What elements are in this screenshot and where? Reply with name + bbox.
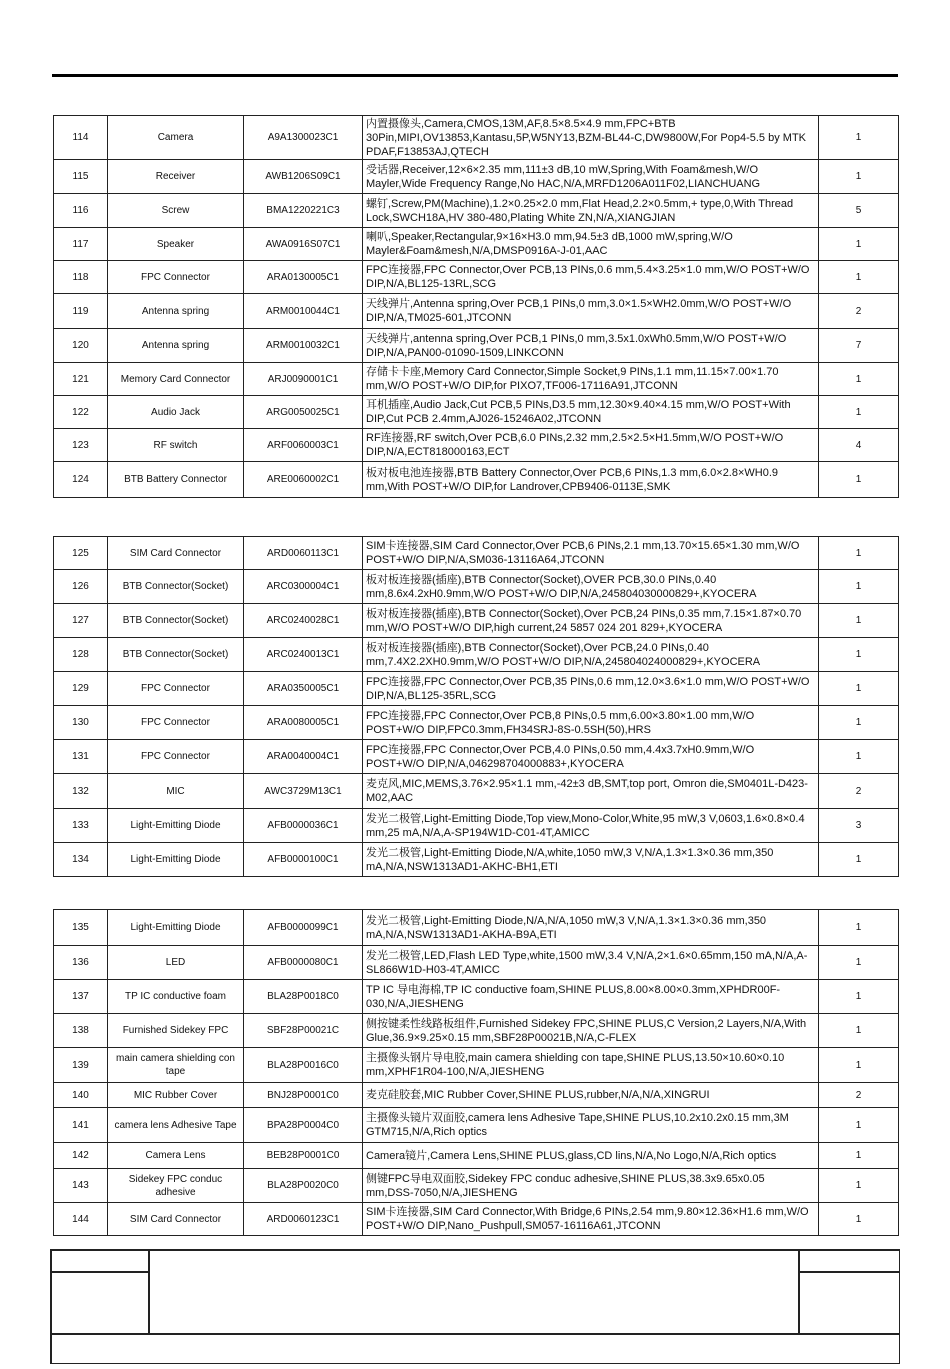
part-name: Screw <box>108 194 244 228</box>
part-name: main camera shielding con tape <box>108 1048 244 1083</box>
title-block-cell <box>799 1250 900 1272</box>
quantity: 2 <box>819 774 899 809</box>
table-row <box>54 194 899 228</box>
part-name: Receiver <box>108 160 244 194</box>
item-number: 124 <box>54 462 108 498</box>
part-number: BNJ28P0001C0 <box>244 1083 363 1108</box>
bom-table-section-3 <box>53 909 899 1236</box>
part-description: 板对板连接器(插座),BTB Connector(Socket),OVER PCB,30.0 PINs,0.40 mm,8.6x4.2xH0.9mm,W/O POST+W/O DIP,N/A,245804030000829+,KYOCERA <box>363 570 819 604</box>
part-number: BMA1220221C3 <box>244 194 363 228</box>
table-row <box>54 294 899 329</box>
bom-table-section-2 <box>53 536 899 877</box>
part-number: ARC0300004C1 <box>244 570 363 604</box>
part-description: FPC连接器,FPC Connector,Over PCB,13 PINs,0.6 mm,5.4×3.25×1.0 mm,W/O POST+W/O DIP,N/A,BL125-13RL,SCG <box>363 261 819 294</box>
part-number: AFB0000080C1 <box>244 946 363 980</box>
table-row <box>54 396 899 429</box>
part-number: A9A1300023C1 <box>244 116 363 160</box>
quantity: 1 <box>819 604 899 638</box>
item-number: 134 <box>54 843 108 877</box>
part-name: FPC Connector <box>108 740 244 774</box>
part-name: BTB Battery Connector <box>108 462 244 498</box>
table-row <box>54 363 899 396</box>
part-name: SIM Card Connector <box>108 537 244 570</box>
table-row <box>54 740 899 774</box>
table-row <box>54 604 899 638</box>
part-number: AFB0000100C1 <box>244 843 363 877</box>
item-number: 126 <box>54 570 108 604</box>
quantity: 2 <box>819 1083 899 1108</box>
item-number: 142 <box>54 1143 108 1169</box>
table-row <box>54 1143 899 1169</box>
part-description: 喇叭,Speaker,Rectangular,9×16×H3.0 mm,94.5±3 dB,1000 mW,spring,W/O Mayler&Foam&mesh,N/A,DMSP0916A-J-01,AAC <box>363 228 819 261</box>
table-row <box>54 946 899 980</box>
quantity: 1 <box>819 537 899 570</box>
part-number: ARA0040004C1 <box>244 740 363 774</box>
quantity: 1 <box>819 638 899 672</box>
table-row <box>54 774 899 809</box>
table-row <box>54 843 899 877</box>
part-name: TP IC conductive foam <box>108 980 244 1014</box>
item-number: 136 <box>54 946 108 980</box>
item-number: 143 <box>54 1169 108 1203</box>
table-row <box>54 1014 899 1048</box>
part-number: AFB0000099C1 <box>244 910 363 946</box>
item-number: 114 <box>54 116 108 160</box>
part-description: 板对板连接器(插座),BTB Connector(Socket),Over PCB,24 PINs,0.35 mm,7.15×1.87×0.70 mm,W/O POST+W/O DIP,high current,24 5857 024 201 829+,KYOCERA <box>363 604 819 638</box>
part-description: 主摄像头镜片双面胶,camera lens Adhesive Tape,SHINE PLUS,10.2x10.2x0.15 mm,3M GTM715,N/A,Rich optics <box>363 1108 819 1143</box>
part-description: FPC连接器,FPC Connector,Over PCB,4.0 PINs,0.50 mm,4.4x3.7xH0.9mm,W/O POST+W/O DIP,N/A,046298704000883+,KYOCERA <box>363 740 819 774</box>
part-name: Furnished Sidekey FPC <box>108 1014 244 1048</box>
item-number: 125 <box>54 537 108 570</box>
item-number: 122 <box>54 396 108 429</box>
table-row <box>54 1048 899 1083</box>
quantity: 1 <box>819 1169 899 1203</box>
part-description: Camera镜片,Camera Lens,SHINE PLUS,glass,CD lins,N/A,No Logo,N/A,Rich optics <box>363 1143 819 1169</box>
item-number: 135 <box>54 910 108 946</box>
item-number: 137 <box>54 980 108 1014</box>
quantity: 1 <box>819 1014 899 1048</box>
part-name: Camera Lens <box>108 1143 244 1169</box>
part-description: 天线弹片,Antenna spring,Over PCB,1 PINs,0 mm,3.0×1.5×WH2.0mm,W/O POST+W/O DIP,N/A,TM025-601,JTCONN <box>363 294 819 329</box>
part-number: ARM0010032C1 <box>244 329 363 363</box>
part-description: 板对板电池连接器,BTB Battery Connector,Over PCB,6 PINs,1.3 mm,6.0×2.8×WH0.9 mm,With POST+W/O DIP,for Landrover,CPB9406-0113E,SMK <box>363 462 819 498</box>
table-row <box>54 1108 899 1143</box>
table-row <box>54 570 899 604</box>
title-block-cell <box>51 1272 149 1334</box>
table-row <box>54 706 899 740</box>
part-description: 受话器,Receiver,12×6×2.35 mm,111±3 dB,10 mW,Spring,With Foam&mesh,W/O Mayler,Wide Frequency Range,No HAC,N/A,MRFD1206A011F02,LIANCHUANG <box>363 160 819 194</box>
part-number: ARE0060002C1 <box>244 462 363 498</box>
part-description: FPC连接器,FPC Connector,Over PCB,8 PINs,0.5 mm,6.00×3.80×1.00 mm,W/O POST+W/O DIP,FPC0.3mm,FH34SRJ-8S-0.5SH(50),HRS <box>363 706 819 740</box>
item-number: 121 <box>54 363 108 396</box>
quantity: 1 <box>819 396 899 429</box>
table-row <box>54 1203 899 1236</box>
part-number: ARD0060123C1 <box>244 1203 363 1236</box>
item-number: 132 <box>54 774 108 809</box>
part-name: FPC Connector <box>108 261 244 294</box>
table-row <box>54 638 899 672</box>
table-row <box>54 672 899 706</box>
part-name: FPC Connector <box>108 672 244 706</box>
part-number: ARC0240013C1 <box>244 638 363 672</box>
part-description: 侧按键柔性线路板组件,Furnished Sidekey FPC,SHINE PLUS,C Version,2 Layers,N/A,With Glue,36.9×9.25×0.15 mm,SBF28P00021B,N/A,C-FLEX <box>363 1014 819 1048</box>
item-number: 144 <box>54 1203 108 1236</box>
part-description: 存储卡卡座,Memory Card Connector,Simple Socket,9 PINs,1.1 mm,11.15×7.00×1.70 mm,W/O POST+W/O DIP,for PIXO7,TF006-17116A91,JTCONN <box>363 363 819 396</box>
table-row <box>54 261 899 294</box>
part-number: ARA0080005C1 <box>244 706 363 740</box>
part-description: 内置摄像头,Camera,CMOS,13M,AF,8.5×8.5×4.9 mm,FPC+BTB 30Pin,MIPI,OV13853,Kantasu,5P,W5NY13,BZM-BL44-C,DW9800W,For Pop4-5.5 by MTK PDAF,F13853AJ,QTECH <box>363 116 819 160</box>
quantity: 1 <box>819 1048 899 1083</box>
quantity: 1 <box>819 1108 899 1143</box>
part-number: ARJ0090001C1 <box>244 363 363 396</box>
part-description: 螺钉,Screw,PM(Machine),1.2×0.25×2.0 mm,Flat Head,2.2×0.5mm,+ type,0,With Thread Lock,SWCH18A,HV 380-480,Plating White ZN,N/A,XIANGJIAN <box>363 194 819 228</box>
item-number: 129 <box>54 672 108 706</box>
part-description: 天线弹片,antenna spring,Over PCB,1 PINs,0 mm,3.5x1.0xWh0.5mm,W/O POST+W/O DIP,N/A,PAN00-01090-1509,LINKCONN <box>363 329 819 363</box>
part-description: SIM卡连接器,SIM Card Connector,With Bridge,6 PINs,2.54 mm,9.80×12.36×H1.6 mm,W/O POST+W/O DIP,Nano_Pushpull,SM057-16116A61,JTCONN <box>363 1203 819 1236</box>
part-name: camera lens Adhesive Tape <box>108 1108 244 1143</box>
part-name: BTB Connector(Socket) <box>108 604 244 638</box>
item-number: 130 <box>54 706 108 740</box>
part-number: ARD0060113C1 <box>244 537 363 570</box>
part-description: 侧键FPC导电双面胶,Sidekey FPC conduc adhesive,SHINE PLUS,38.3x9.65x0.05 mm,DSS-7050,N/A,JIESHENG <box>363 1169 819 1203</box>
quantity: 5 <box>819 194 899 228</box>
table-row <box>54 462 899 498</box>
item-number: 138 <box>54 1014 108 1048</box>
table-row <box>54 980 899 1014</box>
quantity: 1 <box>819 946 899 980</box>
quantity: 1 <box>819 462 899 498</box>
part-number: ARF0060003C1 <box>244 429 363 462</box>
table-row <box>54 809 899 843</box>
table-row <box>54 160 899 194</box>
quantity: 1 <box>819 843 899 877</box>
quantity: 1 <box>819 740 899 774</box>
table-row <box>54 1169 899 1203</box>
table-row <box>54 429 899 462</box>
part-number: AWA0916S07C1 <box>244 228 363 261</box>
part-description: 发光二极管,Light-Emitting Diode,Top view,Mono-Color,White,95 mW,3 V,0603,1.6×0.8×0.4 mm,25 mA,N/A,A-SP194W1D-C01-4T,AMICC <box>363 809 819 843</box>
table-row <box>54 910 899 946</box>
quantity: 4 <box>819 429 899 462</box>
bom-table-section-1 <box>53 115 899 498</box>
table-row <box>54 1083 899 1108</box>
part-name: Camera <box>108 116 244 160</box>
part-number: ARG0050025C1 <box>244 396 363 429</box>
part-name: Light-Emitting Diode <box>108 809 244 843</box>
part-description: TP IC 导电海棉,TP IC conductive foam,SHINE PLUS,8.00×8.00×0.3mm,XPHDR00F-030,N/A,JIESHENG <box>363 980 819 1014</box>
quantity: 1 <box>819 1203 899 1236</box>
item-number: 118 <box>54 261 108 294</box>
item-number: 128 <box>54 638 108 672</box>
part-number: BPA28P0004C0 <box>244 1108 363 1143</box>
part-name: Antenna spring <box>108 329 244 363</box>
part-number: BEB28P0001C0 <box>244 1143 363 1169</box>
part-description: 麦克硅胶套,MIC Rubber Cover,SHINE PLUS,rubber,N/A,N/A,XINGRUI <box>363 1083 819 1108</box>
part-description: SIM卡连接器,SIM Card Connector,Over PCB,6 PINs,2.1 mm,13.70×15.65×1.30 mm,W/O POST+W/O DIP,N/A,SM036-13116A64,JTCONN <box>363 537 819 570</box>
quantity: 1 <box>819 363 899 396</box>
item-number: 140 <box>54 1083 108 1108</box>
part-name: Memory Card Connector <box>108 363 244 396</box>
quantity: 1 <box>819 160 899 194</box>
item-number: 116 <box>54 194 108 228</box>
part-name: Sidekey FPC conduc adhesive <box>108 1169 244 1203</box>
part-name: Audio Jack <box>108 396 244 429</box>
part-description: 麦克风,MIC,MEMS,3.76×2.95×1.1 mm,-42±3 dB,SMT,top port, Omron die,SM0401L-D423-M02,AAC <box>363 774 819 809</box>
table-row <box>54 228 899 261</box>
part-description: 发光二极管,Light-Emitting Diode,N/A,N/A,1050 mW,3 V,N/A,1.3×1.3×0.36 mm,350 mA,N/A,NSW1313AD1-AKHA-B9A,ETI <box>363 910 819 946</box>
part-name: BTB Connector(Socket) <box>108 638 244 672</box>
title-block-main <box>149 1250 799 1334</box>
item-number: 120 <box>54 329 108 363</box>
title-block-cell <box>799 1272 900 1334</box>
item-number: 139 <box>54 1048 108 1083</box>
part-number: ARC0240028C1 <box>244 604 363 638</box>
part-name: Light-Emitting Diode <box>108 910 244 946</box>
item-number: 123 <box>54 429 108 462</box>
quantity: 1 <box>819 228 899 261</box>
table-row <box>54 116 899 160</box>
part-description: RF连接器,RF switch,Over PCB,6.0 PINs,2.32 mm,2.5×2.5×H1.5mm,W/O POST+W/O DIP,N/A,ECT818000163,ECT <box>363 429 819 462</box>
part-number: ARM0010044C1 <box>244 294 363 329</box>
quantity: 1 <box>819 1143 899 1169</box>
table-row <box>54 329 899 363</box>
quantity: 2 <box>819 294 899 329</box>
quantity: 7 <box>819 329 899 363</box>
part-number: SBF28P00021C <box>244 1014 363 1048</box>
item-number: 127 <box>54 604 108 638</box>
part-name: BTB Connector(Socket) <box>108 570 244 604</box>
part-name: Light-Emitting Diode <box>108 843 244 877</box>
part-name: MIC <box>108 774 244 809</box>
part-number: BLA28P0020C0 <box>244 1169 363 1203</box>
quantity: 1 <box>819 116 899 160</box>
part-name: Antenna spring <box>108 294 244 329</box>
part-description: 板对板连接器(插座),BTB Connector(Socket),Over PCB,24.0 PINs,0.40 mm,7.4X2.2XH0.9mm,W/O POST+W/O DIP,N/A,245804024000829+,KYOCERA <box>363 638 819 672</box>
part-number: AWC3729M13C1 <box>244 774 363 809</box>
quantity: 1 <box>819 706 899 740</box>
part-description: 耳机插座,Audio Jack,Cut PCB,5 PINs,D3.5 mm,12.30×9.40×4.15 mm,W/O POST+With DIP,Cut PCB 2.4mm,AJ026-15246A02,JTCONN <box>363 396 819 429</box>
part-number: ARA0350005C1 <box>244 672 363 706</box>
quantity: 1 <box>819 980 899 1014</box>
part-name: SIM Card Connector <box>108 1203 244 1236</box>
part-number: ARA0130005C1 <box>244 261 363 294</box>
table-row <box>54 537 899 570</box>
item-number: 119 <box>54 294 108 329</box>
part-name: MIC Rubber Cover <box>108 1083 244 1108</box>
part-description: 发光二极管,LED,Flash LED Type,white,1500 mW,3.4 V,N/A,2×1.6×0.65mm,150 mA,N/A,A-SL866W1D-H03-4T,AMICC <box>363 946 819 980</box>
quantity: 1 <box>819 672 899 706</box>
quantity: 3 <box>819 809 899 843</box>
part-description: FPC连接器,FPC Connector,Over PCB,35 PINs,0.6 mm,12.0×3.6×1.0 mm,W/O POST+W/O DIP,N/A,BL125-35RL,SCG <box>363 672 819 706</box>
part-number: AFB0000036C1 <box>244 809 363 843</box>
part-name: FPC Connector <box>108 706 244 740</box>
item-number: 141 <box>54 1108 108 1143</box>
item-number: 115 <box>54 160 108 194</box>
part-name: LED <box>108 946 244 980</box>
title-block-cell <box>51 1250 149 1272</box>
quantity: 1 <box>819 570 899 604</box>
title-block-bottom <box>51 1334 900 1364</box>
item-number: 131 <box>54 740 108 774</box>
part-number: AWB1206S09C1 <box>244 160 363 194</box>
part-description: 发光二极管,Light-Emitting Diode,N/A,white,1050 mW,3 V,N/A,1.3×1.3×0.36 mm,350 mA,N/A,NSW1313AD1-AKHC-BH1,ETI <box>363 843 819 877</box>
part-name: Speaker <box>108 228 244 261</box>
quantity: 1 <box>819 910 899 946</box>
part-number: BLA28P0018C0 <box>244 980 363 1014</box>
header-rule <box>52 74 898 77</box>
item-number: 133 <box>54 809 108 843</box>
item-number: 117 <box>54 228 108 261</box>
quantity: 1 <box>819 261 899 294</box>
part-name: RF switch <box>108 429 244 462</box>
part-number: BLA28P0016C0 <box>244 1048 363 1083</box>
part-description: 主摄像头钢片导电胶,main camera shielding con tape,SHINE PLUS,13.50×10.60×0.10 mm,XPHF1R04-100,N/A,JIESHENG <box>363 1048 819 1083</box>
title-block <box>50 1249 900 1364</box>
